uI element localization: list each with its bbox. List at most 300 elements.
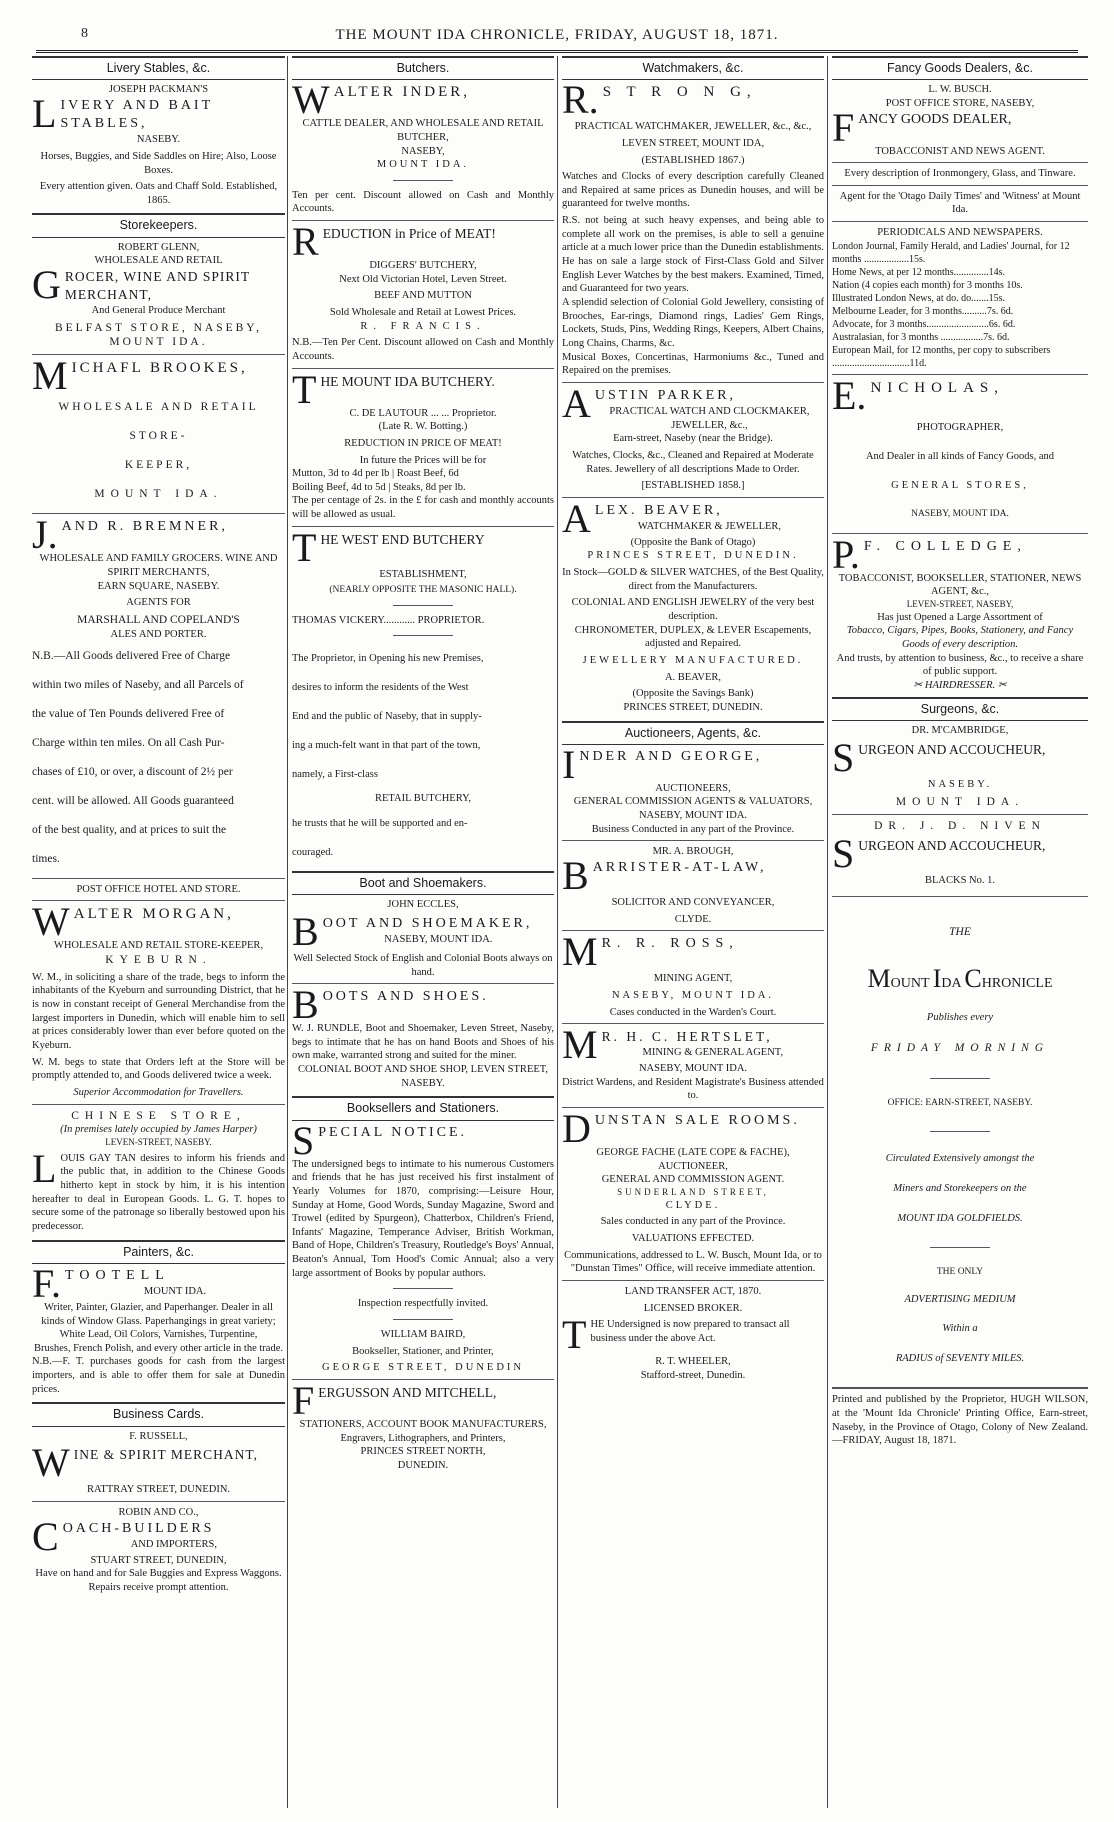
ad-body: Every description of Ironmongery, Glass, and Tinware. — [844, 168, 1076, 180]
ad-line: PRINCES STREET NORTH, — [360, 1446, 486, 1458]
promo-line: ADVERTISING MEDIUM — [904, 1293, 1016, 1305]
ad-line: LEVEN STREET, MOUNT IDA, — [621, 137, 765, 149]
drop-cap: E. — [832, 378, 867, 413]
ad-title — [292, 83, 554, 117]
promo-text: OUNT — [890, 975, 930, 991]
divider — [832, 185, 1088, 186]
divider — [32, 900, 285, 901]
ad-title — [562, 1112, 824, 1146]
ad-line: R. T. WHEELER, — [655, 1356, 731, 1368]
ad-line: STUART STREET, DUNEDIN, — [90, 1554, 227, 1566]
ad-body: Agent for the 'Otago Daily Times' and 'Witness' at Mount Ida. — [839, 190, 1081, 216]
divider — [393, 1319, 453, 1320]
ad-title — [32, 518, 285, 552]
ad-title — [562, 83, 824, 117]
divider — [562, 382, 824, 383]
section-heading: Surgeons, &c. — [832, 697, 1088, 721]
ad-line: WILLIAM BAIRD, — [380, 1329, 466, 1340]
ad-body: Watches, Clocks, &c., Cleaned and Repaired at Moderate Rates. Jewellery of all descriptions Made to Order. — [572, 449, 814, 475]
ad-text: HE Undersigned is now prepared to transact all business under the above Act. — [590, 1319, 790, 1344]
ad-title — [562, 387, 824, 432]
drop-cap: A — [562, 501, 591, 536]
ad-headline: OACH-BUILDERS — [62, 1520, 215, 1536]
ad-line: AUCTIONEERS, — [655, 782, 731, 794]
column-3 — [562, 56, 824, 1808]
ad-body: Horses, Buggies, and Side Saddles on Hire; Also, Loose Boxes. — [40, 150, 277, 176]
ad-headline: ICHAFL BROOKES, — [71, 360, 248, 377]
drop-cap: W — [32, 1446, 70, 1481]
ad-line: DR. M'CAMBRIDGE, — [911, 724, 1009, 736]
list-item: European Mail, for 12 months, per copy to subscribers ...............................11d. — [832, 344, 1051, 369]
ad-title — [562, 859, 824, 893]
promo-line: Miners and Storekeepers on the — [893, 1182, 1027, 1194]
ad-line: TOBACCONIST AND NEWS AGENT. — [875, 145, 1045, 157]
ad-body: N.B.—Ten Per Cent. Discount allowed on Cash and Monthly Accounts. — [292, 337, 554, 362]
ad-line: DUNEDIN. — [397, 1459, 449, 1471]
ad-line: Repairs receive prompt attention. — [88, 1581, 229, 1593]
ad-line: ALES AND PORTER. — [110, 628, 207, 640]
ad-body: W. M. begs to state that Orders left at the Store will be promptly attended to, and Goods delivered twice a week. — [32, 1056, 285, 1082]
ad-headline: LAND TRANSFER ACT, 1870. — [624, 1285, 762, 1297]
divider — [930, 1247, 990, 1248]
ad-title — [292, 531, 554, 565]
periodicals-list — [832, 240, 1088, 370]
ad-line: Have on hand and for Sale Buggies and Express Waggons. — [35, 1568, 282, 1580]
ad-line: In future the Prices will be for — [359, 454, 487, 466]
ad-line: BELFAST STORE, NASEBY, MOUNT IDA. — [54, 321, 262, 349]
drop-cap: B — [292, 988, 319, 1023]
ad-line: RATTRAY STREET, DUNEDIN. — [86, 1484, 231, 1496]
ad-line: DIGGERS' BUTCHERY, — [369, 260, 477, 272]
ad-line: CATTLE DEALER, AND WHOLESALE AND RETAIL BUTCHER, — [302, 118, 544, 143]
promo-line: THE ONLY — [936, 1267, 984, 1278]
ad-line: WHOLESALE AND FAMILY GROCERS. WINE AND SPIRIT MERCHANTS, — [39, 553, 278, 579]
ad-line: times. — [32, 852, 60, 865]
ad-headline: USTIN PARKER, — [594, 387, 737, 403]
promo-line: OFFICE: EARN-STREET, NASEBY. — [887, 1097, 1033, 1108]
ad-line: PRACTICAL WATCHMAKER, JEWELLER, &c., &c., — [574, 121, 812, 133]
ad-line: ROBERT GLENN, — [117, 241, 200, 253]
ad-headline: OOT AND SHOEMAKER, — [322, 915, 533, 931]
ad-title — [832, 538, 1088, 572]
ad-title — [32, 97, 285, 147]
ad-line: KEEPER, — [124, 459, 193, 472]
ad-headline: URGEON AND ACCOUCHEUR, — [858, 742, 1046, 758]
list-item: London Journal, Family Herald, and Ladies' Journal, for 12 months ..................15s. — [832, 240, 1070, 265]
ad-line: ing a much-felt want in that part of the town, — [292, 740, 481, 752]
divider — [32, 1501, 285, 1502]
ad-line: WATCHMAKER & JEWELLER, — [637, 521, 782, 532]
divider — [292, 526, 554, 527]
ad-body — [292, 644, 554, 789]
promo-text: HRONICLE — [981, 975, 1053, 991]
ad-headline: ALTER MORGAN, — [73, 906, 234, 923]
ad-line: Sold Wholesale and Retail at Lowest Prices. — [329, 307, 517, 319]
promo-line: Publishes every — [926, 1012, 994, 1024]
divider — [562, 1280, 824, 1281]
ad-line: CLYDE. — [674, 913, 712, 925]
promo-line: MOUNT IDA GOLDFIELDS. — [897, 1212, 1023, 1224]
ad-line: JEWELLERY MANUFACTURED. — [582, 654, 804, 666]
ad-line: THOMAS VICKERY............ PROPRIETOR. — [292, 614, 485, 626]
ad-line: STATIONERS, ACCOUNT BOOK MANUFACTURERS, — [299, 1418, 547, 1430]
ad-line: NASEBY, MOUNT IDA. — [638, 810, 748, 822]
ad-line: SOLICITOR AND CONVEYANCER, — [611, 896, 775, 908]
ad-title — [32, 905, 285, 939]
drop-cap: M — [867, 963, 891, 993]
promo-line: Within a — [942, 1323, 978, 1335]
ad-body: Well Selected Stock of English and Colonial Boots always on hand. — [293, 952, 553, 978]
ad-line: MR. A. BROUGH, — [652, 846, 734, 858]
ad-title — [832, 741, 1088, 775]
divider — [832, 221, 1088, 222]
drop-cap: A — [562, 386, 591, 426]
ad-line: GENERAL STORES, — [891, 479, 1029, 491]
divider — [393, 1288, 453, 1289]
divider — [832, 162, 1088, 163]
ad-title — [292, 988, 554, 1022]
ad-line: ROBIN AND CO., — [118, 1506, 199, 1518]
ad-line: Earn-street, Naseby (near the Bridge). — [613, 433, 773, 445]
ad-line: Charge within ten miles. On all Cash Pur- — [32, 736, 225, 749]
divider — [832, 533, 1088, 534]
drop-cap: F. — [32, 1266, 62, 1301]
page-number: 8 — [81, 26, 89, 41]
divider — [562, 1023, 824, 1024]
masthead-title: THE MOUNT IDA CHRONICLE, FRIDAY, AUGUST 18, 1871. — [335, 27, 779, 43]
ad-line: he trusts that he will be supported and en- — [292, 817, 468, 829]
ad-body: COLONIAL AND ENGLISH JEWELRY of the very best description. — [571, 597, 815, 623]
ad-line: PHOTOGRAPHER, — [916, 421, 1004, 433]
ad-line: MOUNT IDA. — [376, 159, 470, 171]
drop-cap: W — [292, 83, 330, 118]
ad-line: (Late R. W. Botting.) — [378, 421, 468, 433]
ad-line: WHOLESALE AND RETAIL STORE- — [58, 401, 259, 443]
ad-headline: PECIAL NOTICE. — [318, 1124, 468, 1140]
drop-cap: T — [562, 1318, 587, 1353]
ad-line: R. FRANCIS. — [360, 320, 486, 332]
ad-line: JOHN ECCLES, — [387, 899, 459, 911]
ad-title — [562, 935, 824, 969]
ad-line: MOUNT IDA. — [94, 488, 223, 501]
ad-line: TOBACCONIST, BOOKSELLER, STATIONER, NEWS AGENT, &c., — [838, 572, 1082, 598]
divider — [393, 635, 453, 636]
ad-body — [32, 393, 285, 509]
ad-body — [292, 809, 554, 867]
ad-line: LICENSED BROKER. — [643, 1302, 743, 1314]
ad-headline: OOTS AND SHOES. — [322, 989, 489, 1005]
ad-line: of the best quality, and at prices to suit the — [32, 823, 227, 836]
divider — [32, 513, 285, 514]
section-heading: Booksellers and Stationers. — [292, 1096, 554, 1120]
ad-line: BLACKS No. 1. — [924, 874, 995, 886]
section-heading: Storekeepers. — [32, 213, 285, 237]
imprint: Printed and published by the Proprietor, HUGH WILSON, at the 'Mount Ida Chronicle' Printing Office, Earn-street, Naseby, in the Province of Otago, Colony of New Zealand. —FRIDAY, August 18, 1871. — [832, 1394, 1088, 1447]
drop-cap: G — [32, 268, 61, 304]
ad-line: CLYDE. — [665, 1199, 721, 1211]
ad-headline: ROCER, WINE AND SPIRIT MERCHANT, — [64, 269, 250, 302]
ad-headline: TOOTELL — [65, 1267, 170, 1283]
ad-body: Brushes, French Polish, and every other article in the trade. — [33, 1342, 283, 1354]
ad-body: Musical Boxes, Concertinas, Harmoniums &c., Tuned and Repaired on the premises. — [562, 351, 824, 377]
promo-title — [832, 962, 1088, 996]
divider — [292, 983, 554, 984]
ad-title — [562, 1028, 824, 1062]
ad-line: AND IMPORTERS, — [130, 1538, 217, 1550]
ad-line: (In premises lately occupied by James Harper) — [60, 1124, 257, 1136]
ad-headline: EDUCTION in Price of MEAT! — [322, 226, 496, 242]
drop-cap: I — [562, 747, 576, 782]
drop-cap: T — [292, 372, 317, 407]
drop-cap: F — [832, 110, 855, 145]
ad-line: Tobacco, Cigars, Pipes, Books, Stationery, and Fancy Goods of every description. — [846, 625, 1074, 650]
drop-cap: S — [832, 836, 855, 871]
ad-line: MOUNT IDA. — [895, 796, 1025, 809]
ad-line: NASEBY, MOUNT IDA. — [638, 1063, 748, 1075]
drop-cap: L — [32, 1151, 57, 1191]
ad-line: Next Old Victorian Hotel, Leven Street. — [339, 273, 507, 285]
ad-body — [32, 1152, 285, 1234]
ad-body: A splendid selection of Colonial Gold Jewellery, consisting of Brooches, Ear-rings, Diamond rings, Ladies' Gem Rings, Lockets, Studs, Pins, Wedding Rings, Keepers, Albert Chains, Long Chains, Charms, &c. — [562, 296, 824, 349]
section-heading: Boot and Shoemakers. — [292, 871, 554, 895]
ad-line: (Opposite the Bank of Otago) — [630, 536, 756, 548]
ad-line: L. W. BUSCH. — [928, 84, 992, 96]
ad-headline: UNSTAN SALE ROOMS. — [594, 1113, 800, 1129]
ad-line: NASEBY, — [401, 145, 445, 157]
ad-headline: ANCY GOODS DEALER, — [858, 111, 1012, 127]
drop-cap: R — [292, 225, 319, 260]
ad-line: Bookseller, Stationer, and Printer, — [352, 1345, 494, 1357]
ad-headline: HE MOUNT IDA BUTCHERY. — [320, 373, 495, 389]
ad-line: NASEBY, MOUNT IDA. — [384, 934, 493, 946]
ad-line: MOUNT IDA. — [143, 1286, 207, 1298]
ad-line: PRINCES STREET, DUNEDIN. — [587, 550, 799, 562]
ad-headline: R. R. ROSS, — [601, 936, 739, 952]
ad-line: District Wardens, and Resident Magistrate's Business attended to. — [562, 1076, 824, 1102]
ad-body: W. J. RUNDLE, Boot and Shoemaker, Leven Street, Naseby, begs to intimate that he has on hand Boots and Shoes of his own make, warranted strong and suited for the miner. — [292, 1023, 554, 1062]
ad-line: And General Produce Merchant — [91, 304, 226, 316]
ad-body — [562, 1318, 824, 1352]
divider — [32, 354, 285, 355]
list-item: Nation (4 copies each month) for 3 months 10s. — [832, 279, 1023, 291]
ad-line: REDUCTION IN PRICE OF MEAT! — [344, 437, 502, 449]
ad-headline: INE & SPIRIT MERCHANT, — [73, 1447, 259, 1463]
ad-line: GEORGE STREET, DUNEDIN — [322, 1362, 524, 1374]
ad-body: And trusts, by attention to business, &c., to receive a share of public support. — [836, 652, 1084, 678]
list-item: Home News, at per 12 months..............14s. — [832, 266, 1006, 278]
ad-line: Cases conducted in the Warden's Court. — [609, 1006, 777, 1018]
drop-cap: D — [562, 1112, 591, 1147]
section-heading: Fancy Goods Dealers, &c. — [832, 56, 1088, 80]
ad-line: POST OFFICE HOTEL AND STORE. — [76, 883, 241, 895]
drop-cap: M — [562, 935, 598, 970]
ad-line: namely, a First-class — [292, 769, 378, 781]
drop-cap: J. — [32, 518, 58, 553]
divider — [832, 1387, 1088, 1389]
drop-cap: P. — [832, 537, 860, 572]
ad-text: HAIRDRESSER. — [924, 679, 996, 691]
ad-line: BEEF AND MUTTON — [374, 290, 472, 302]
ad-line: N.B.—All Goods delivered Free of Charge — [32, 649, 231, 662]
divider — [32, 1104, 285, 1105]
ad-title — [292, 1384, 554, 1418]
divider — [832, 814, 1088, 815]
ad-headline: F. COLLEDGE, — [863, 538, 1027, 554]
ad-headline: URGEON AND ACCOUCHEUR, — [858, 837, 1046, 853]
ad-line: VALUATIONS EFFECTED. — [631, 1232, 755, 1244]
ad-line: (ESTABLISHED 1867.) — [641, 154, 745, 166]
ad-title — [32, 1267, 285, 1301]
column-2 — [292, 56, 554, 1808]
ad-title — [32, 359, 285, 393]
section-heading: Livery Stables, &c. — [32, 56, 285, 80]
ad-line: NASEBY, MOUNT IDA. — [611, 989, 775, 1001]
ad-line: The Proprietor, in Opening his new Premises, — [292, 653, 484, 665]
section-heading: Watchmakers, &c. — [562, 56, 824, 80]
ad-line: MINING & GENERAL AGENT, — [642, 1047, 784, 1059]
ad-line: PRINCES STREET, DUNEDIN. — [623, 701, 763, 713]
ad-line: AUCTIONEER, — [658, 1160, 728, 1172]
ad-title — [32, 268, 285, 304]
ad-line: MINING AGENT, — [653, 973, 733, 985]
ad-body: He has on sale a large stock of First-Class Gold and Silver English Lever Watches by the best makers. Examined, Timed, and Guaranteed for two years. — [562, 256, 824, 295]
ad-line: SUNDERLAND STREET, — [617, 1187, 769, 1197]
ad-headline: IVERY AND BAIT STABLES, — [60, 97, 213, 132]
ad-line: EARN SQUARE, NASEBY. — [97, 580, 220, 592]
divider — [562, 840, 824, 841]
scissors-icon: ✂ — [913, 679, 925, 691]
drop-cap: T — [292, 530, 317, 565]
ad-line: WHOLESALE AND RETAIL — [94, 255, 223, 267]
divider — [562, 497, 824, 498]
divider — [832, 896, 1088, 897]
section-heading: Painters, &c. — [32, 1240, 285, 1264]
ad-body: R.S. not being at such heavy expenses, and being able to complete all work on the premises, is able to sell a genuine article at a much lower price than the Dunedin establishments. — [562, 215, 824, 254]
column-divider — [287, 56, 288, 1808]
ad-body: Watches and Clocks of every description carefully Cleaned and Repaired at same prices as Dunedin houses, and will be guaranteed for twelve months. — [562, 171, 824, 210]
ad-line: C. DE LAUTOUR ... ... Proprietor. — [349, 407, 497, 419]
ad-line: Sales conducted in any part of the Province. — [600, 1216, 786, 1228]
ad-headline: ALTER INDER, — [333, 84, 471, 101]
ad-line: the value of Ten Pounds delivered Free of — [32, 707, 225, 720]
divider — [930, 1078, 990, 1079]
ad-title — [292, 225, 554, 259]
page-header — [36, 20, 1078, 53]
ad-headline: LEX. BEAVER, — [594, 502, 723, 518]
ad-body: N.B.—F. T. purchases goods for cash from the largest importers, and is able to offer them for sale at Dunedin prices. — [32, 1356, 285, 1395]
ad-line: LEVEN-STREET, NASEBY, — [906, 599, 1014, 610]
divider — [292, 368, 554, 369]
ad-line: NASEBY. — [927, 779, 993, 791]
ad-title — [292, 1124, 554, 1158]
divider — [393, 605, 453, 606]
ad-body: W. M., in soliciting a share of the trade, begs to inform the inhabitants of the Kyeburn and surrounding District, that he is now in constant receipt of General Merchandise from the largest importers in Dunedin, which will enable him to sell at prices considerably lower than ever before quoted on the Kyeburn. — [32, 971, 285, 1051]
promo-line: FRIDAY MORNING — [870, 1041, 1050, 1054]
drop-cap: B — [292, 914, 319, 949]
ad-body — [32, 642, 285, 874]
section-heading: Butchers. — [292, 56, 554, 80]
divider — [292, 1379, 554, 1380]
ad-title — [292, 373, 554, 407]
ad-line: (Opposite the Savings Bank) — [632, 688, 754, 700]
list-item: Australasian, for 3 months .................7s. 6d. — [832, 331, 1010, 343]
drop-cap: R. — [562, 83, 599, 118]
ad-headline: CHINESE STORE, — [71, 1109, 246, 1122]
ad-line: GENERAL AND COMMISSION AGENT. — [601, 1174, 785, 1186]
divider — [393, 180, 453, 181]
drop-cap: B — [562, 858, 589, 893]
ad-body: The undersigned begs to intimate to his numerous Customers and friends that he has just received his first instalment of Yearly Volumes for 1870, comprising:—Leisure Hour, Sunday at Home, Good Words, Sunday Magazine, Sword and Trowel (edited by Spurgeon), Chatterbox, Children's Friend, Infants' Magazine, Temperance Adviser, British Workman, Band of Hope, Children's Treasury, Routledge's Boys' Annual, Beaton's Annual, Tom Hood's Comic Annual; also a very large assortment of Books by popular authors. — [292, 1158, 554, 1279]
ad-line: LEVEN-STREET, NASEBY. — [105, 1137, 212, 1148]
ad-headline: ERGUSSON AND MITCHELL, — [318, 1384, 497, 1400]
ad-line: PRACTICAL WATCH AND CLOCKMAKER, JEWELLER, &c., — [609, 405, 810, 431]
drop-cap: M — [562, 1028, 598, 1063]
ad-line: cent. will be allowed. All Goods guaranteed — [32, 794, 234, 807]
promo-line: THE — [949, 925, 971, 938]
drop-cap: C — [32, 1519, 59, 1554]
ad-headline: S T R O N G, — [602, 84, 757, 101]
divider — [930, 1131, 990, 1132]
ad-line: within two miles of Naseby, and all Parcels of — [32, 678, 244, 691]
drop-cap: W — [32, 905, 70, 940]
ad-line: [ESTABLISHED 1858.] — [641, 480, 745, 492]
column-divider — [557, 56, 558, 1808]
drop-cap: F — [292, 1383, 315, 1418]
ad-line: Superior Accommodation for Travellers. — [73, 1086, 244, 1098]
ad-line: desires to inform the residents of the West — [292, 682, 469, 694]
column-divider — [827, 56, 828, 1808]
ad-line: NASEBY, MOUNT IDA. — [911, 508, 1009, 519]
ad-line: ESTABLISHMENT, — [379, 568, 467, 580]
divider — [562, 1107, 824, 1108]
ad-body: Writer, Painter, Glazier, and Paperhanger. Dealer in all kinds of Window Glass. Paperhangings in great variety; White Lead, Oil Colors, Varnishes, Turpentine, — [41, 1301, 276, 1341]
ad-line: A. BEAVER, — [664, 671, 722, 683]
ad-headline: ARRISTER-AT-LAW, — [592, 859, 767, 875]
ad-line: (NEARLY OPPOSITE THE MASONIC HALL). — [329, 585, 517, 596]
section-heading: Auctioneers, Agents, &c. — [562, 721, 824, 745]
ad-line: JOSEPH PACKMAN'S — [108, 84, 209, 96]
ad-body: The per centage of 2s. in the £ for cash and monthly accounts will be allowed as usual. — [292, 495, 554, 521]
ad-line: Boiling Beef, 4d to 5d | Steaks, 8d per lb. — [292, 481, 466, 493]
ad-body: In Stock—GOLD & SILVER WATCHES, of the Best Quality, direct from the Manufacturers. — [562, 567, 824, 592]
column-1 — [32, 56, 285, 1808]
ad-line: POST OFFICE STORE, NASEBY, — [885, 97, 1035, 109]
ad-title — [562, 502, 824, 536]
section-heading: Business Cards. — [32, 1402, 285, 1426]
ad-body: Every attention given. Oats and Chaff Sold. Established, 1865. — [39, 181, 278, 206]
ad-line: GENERAL COMMISSION AGENTS & VALUATORS, — [573, 796, 813, 808]
ad-title — [292, 915, 554, 949]
divider — [292, 220, 554, 221]
ad-line: RETAIL BUTCHERY, — [375, 793, 471, 805]
ad-line: COLONIAL BOOT AND SHOE SHOP, LEVEN STREET, NASEBY. — [297, 1064, 549, 1089]
ad-title — [832, 379, 1088, 413]
ad-line: F. RUSSELL, — [129, 1430, 188, 1442]
ad-title — [832, 111, 1088, 145]
divider — [832, 374, 1088, 375]
ad-headline: NICHOLAS, — [870, 379, 1005, 396]
ad-line: couraged. — [292, 846, 334, 858]
ad-line: And Dealer in all kinds of Fancy Goods, and — [865, 450, 1055, 462]
ad-line: chases of £10, or over, a discount of 2½ per — [32, 765, 233, 778]
list-item: Melbourne Leader, for 3 months..........7s. 6d. — [832, 305, 1014, 317]
ad-line — [832, 679, 1088, 693]
ad-headline: R. H. C. HERTSLET, — [601, 1029, 773, 1045]
promo-text: DA — [941, 975, 961, 991]
ad-line: WHOLESALE AND RETAIL STORE-KEEPER, — [53, 940, 264, 952]
ad-line: End and the public of Naseby, that in supply- — [292, 711, 482, 723]
ad-title — [562, 748, 824, 782]
